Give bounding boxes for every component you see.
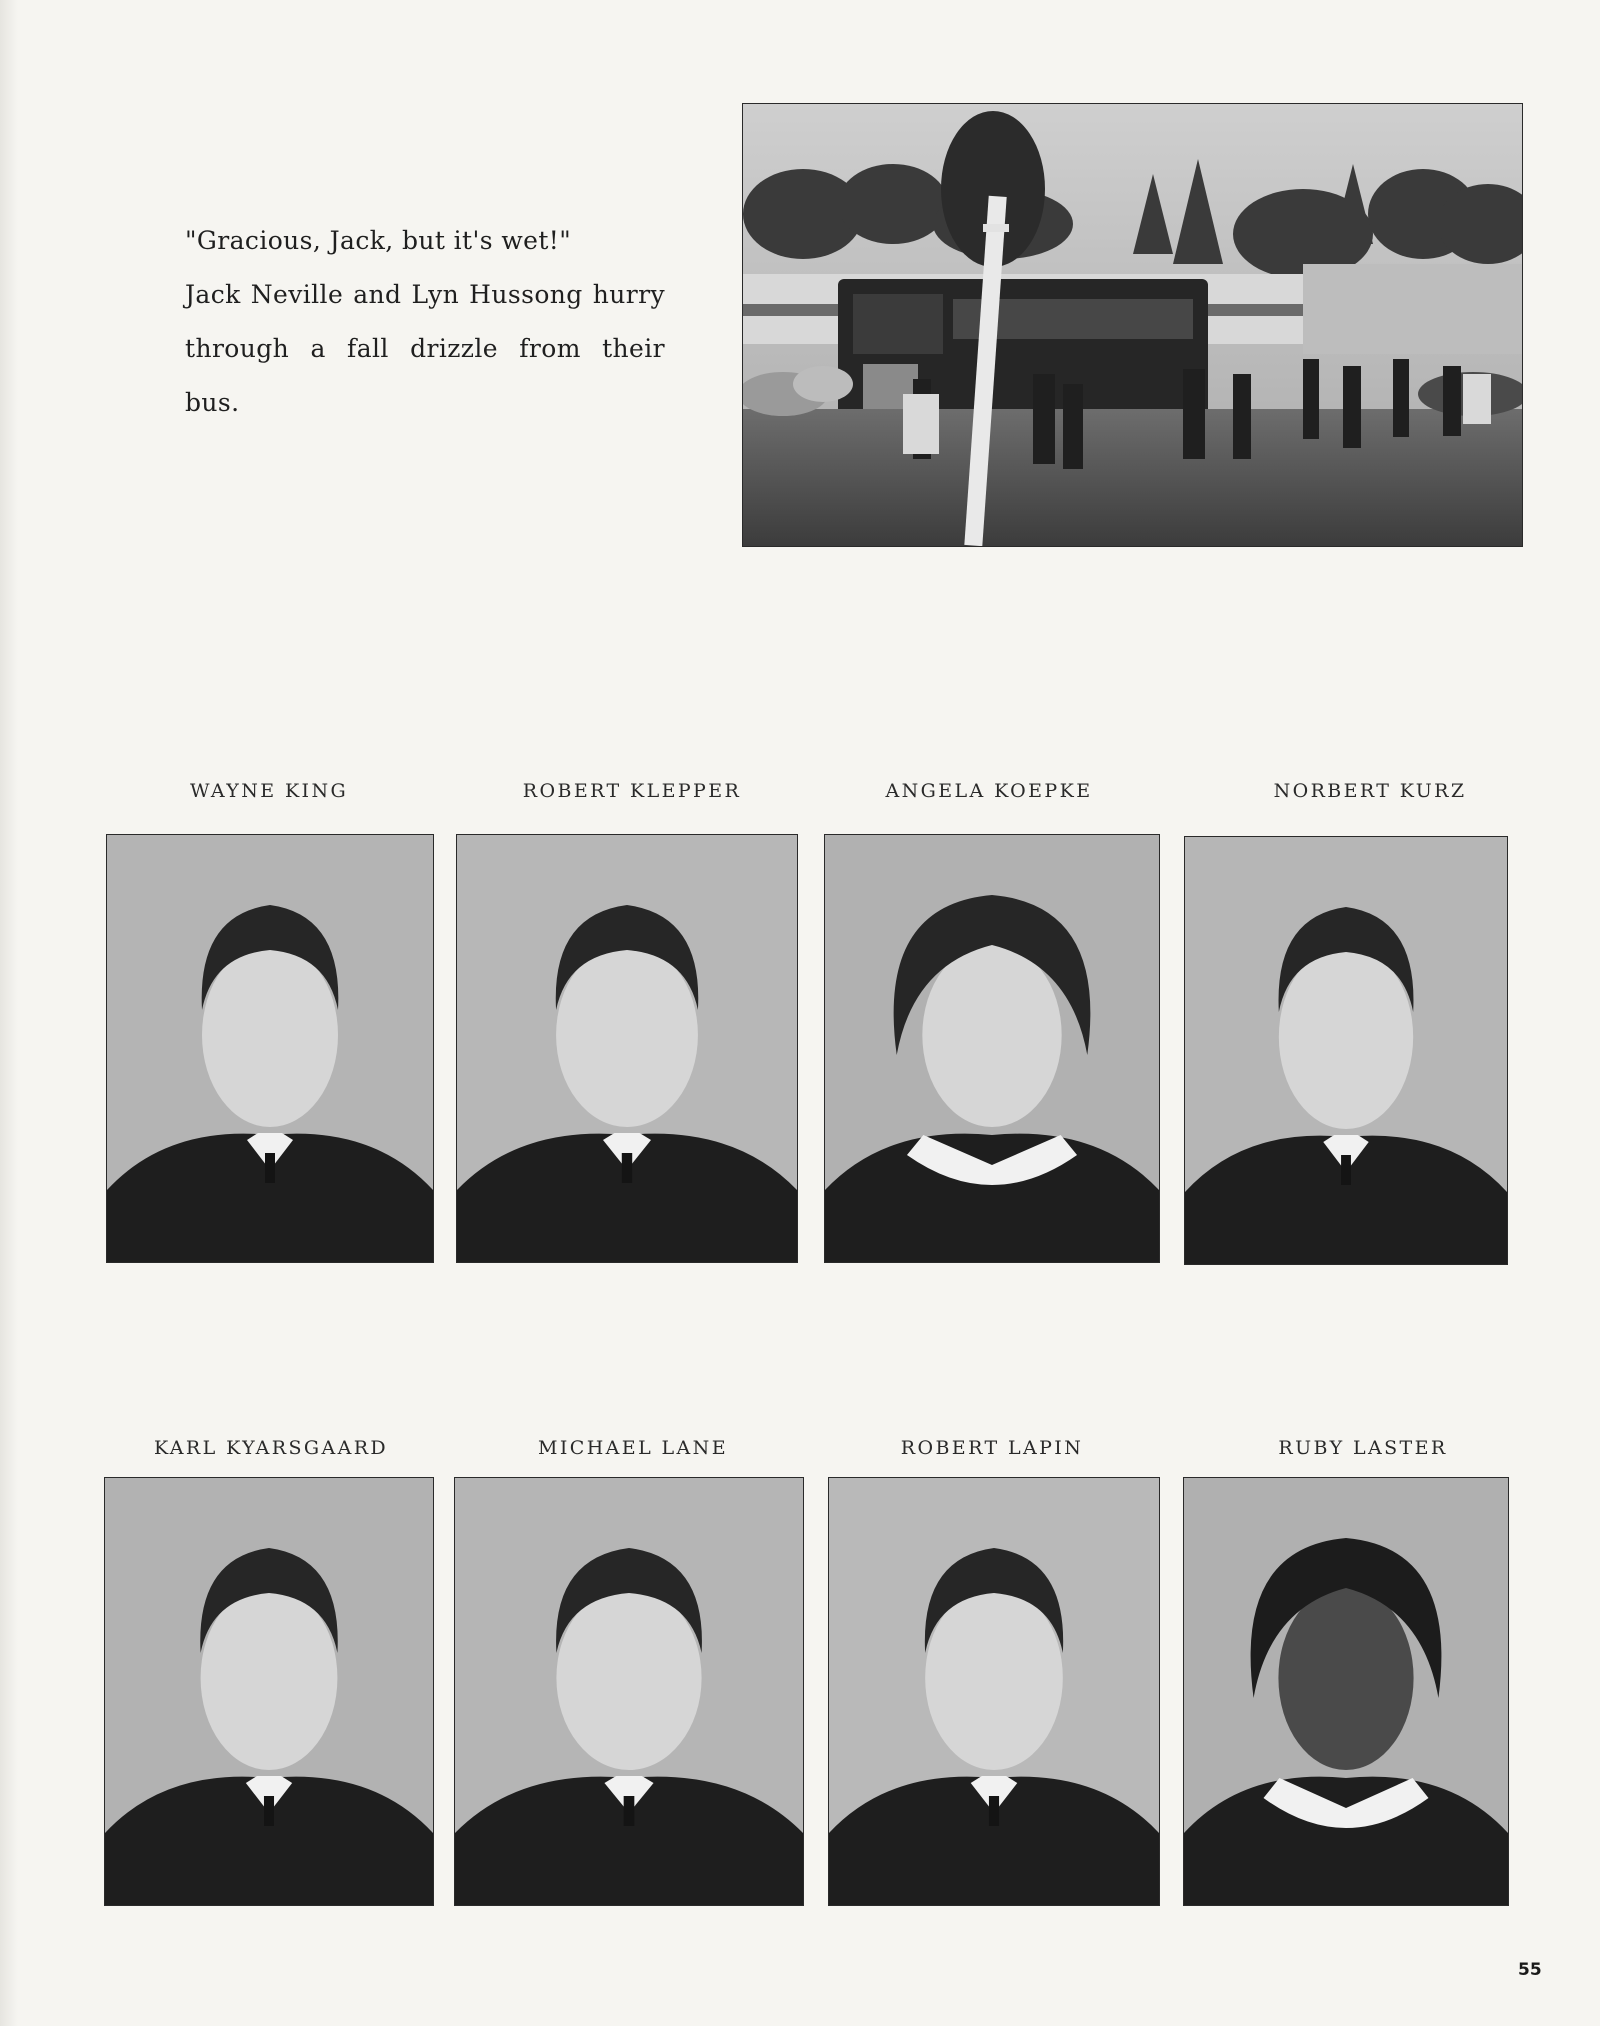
bus-scene-image xyxy=(743,104,1522,546)
student-portrait-ruby-laster xyxy=(1183,1477,1509,1906)
student-name: MICHAEL LANE xyxy=(538,1437,728,1459)
portrait-photo xyxy=(455,1478,803,1905)
portrait-photo xyxy=(829,1478,1159,1905)
photo-caption xyxy=(185,214,665,430)
student-name: KARL KYARSGAARD xyxy=(153,1437,389,1459)
student-portrait-karl-kyarsgaard xyxy=(104,1477,434,1906)
caption-line-4: bus. xyxy=(185,388,240,417)
portrait-photo xyxy=(825,835,1159,1262)
portrait-photo xyxy=(457,835,797,1262)
portrait-photo xyxy=(105,1478,433,1905)
student-portrait-robert-lapin xyxy=(828,1477,1160,1906)
student-name: NORBERT KURZ xyxy=(1273,780,1467,802)
student-name: ROBERT KLEPPER xyxy=(522,780,742,802)
student-portrait-angela-koepke xyxy=(824,834,1160,1263)
student-portrait-wayne-king xyxy=(106,834,434,1263)
student-portrait-robert-klepper xyxy=(456,834,798,1263)
student-portrait-norbert-kurz xyxy=(1184,836,1508,1265)
portrait-photo xyxy=(1185,837,1507,1264)
portrait-photo xyxy=(1184,1478,1508,1905)
bus-arrival-photo xyxy=(742,103,1523,547)
student-name: WAYNE KING xyxy=(189,780,349,802)
portrait-photo xyxy=(107,835,433,1262)
student-name: ROBERT LAPIN xyxy=(900,1437,1084,1459)
student-name: ANGELA KOEPKE xyxy=(885,780,1093,802)
student-portrait-michael-lane xyxy=(454,1477,804,1906)
page-edge-shadow xyxy=(0,0,18,2026)
caption-line-2: Jack Neville and Lyn Hussong hurry xyxy=(185,280,665,309)
page-number: 55 xyxy=(1518,1960,1542,1980)
caption-line-3: through a fall drizzle from their xyxy=(185,334,665,363)
student-name: RUBY LASTER xyxy=(1278,1437,1448,1459)
caption-quote: "Gracious, Jack, but it's wet!" xyxy=(185,226,572,255)
